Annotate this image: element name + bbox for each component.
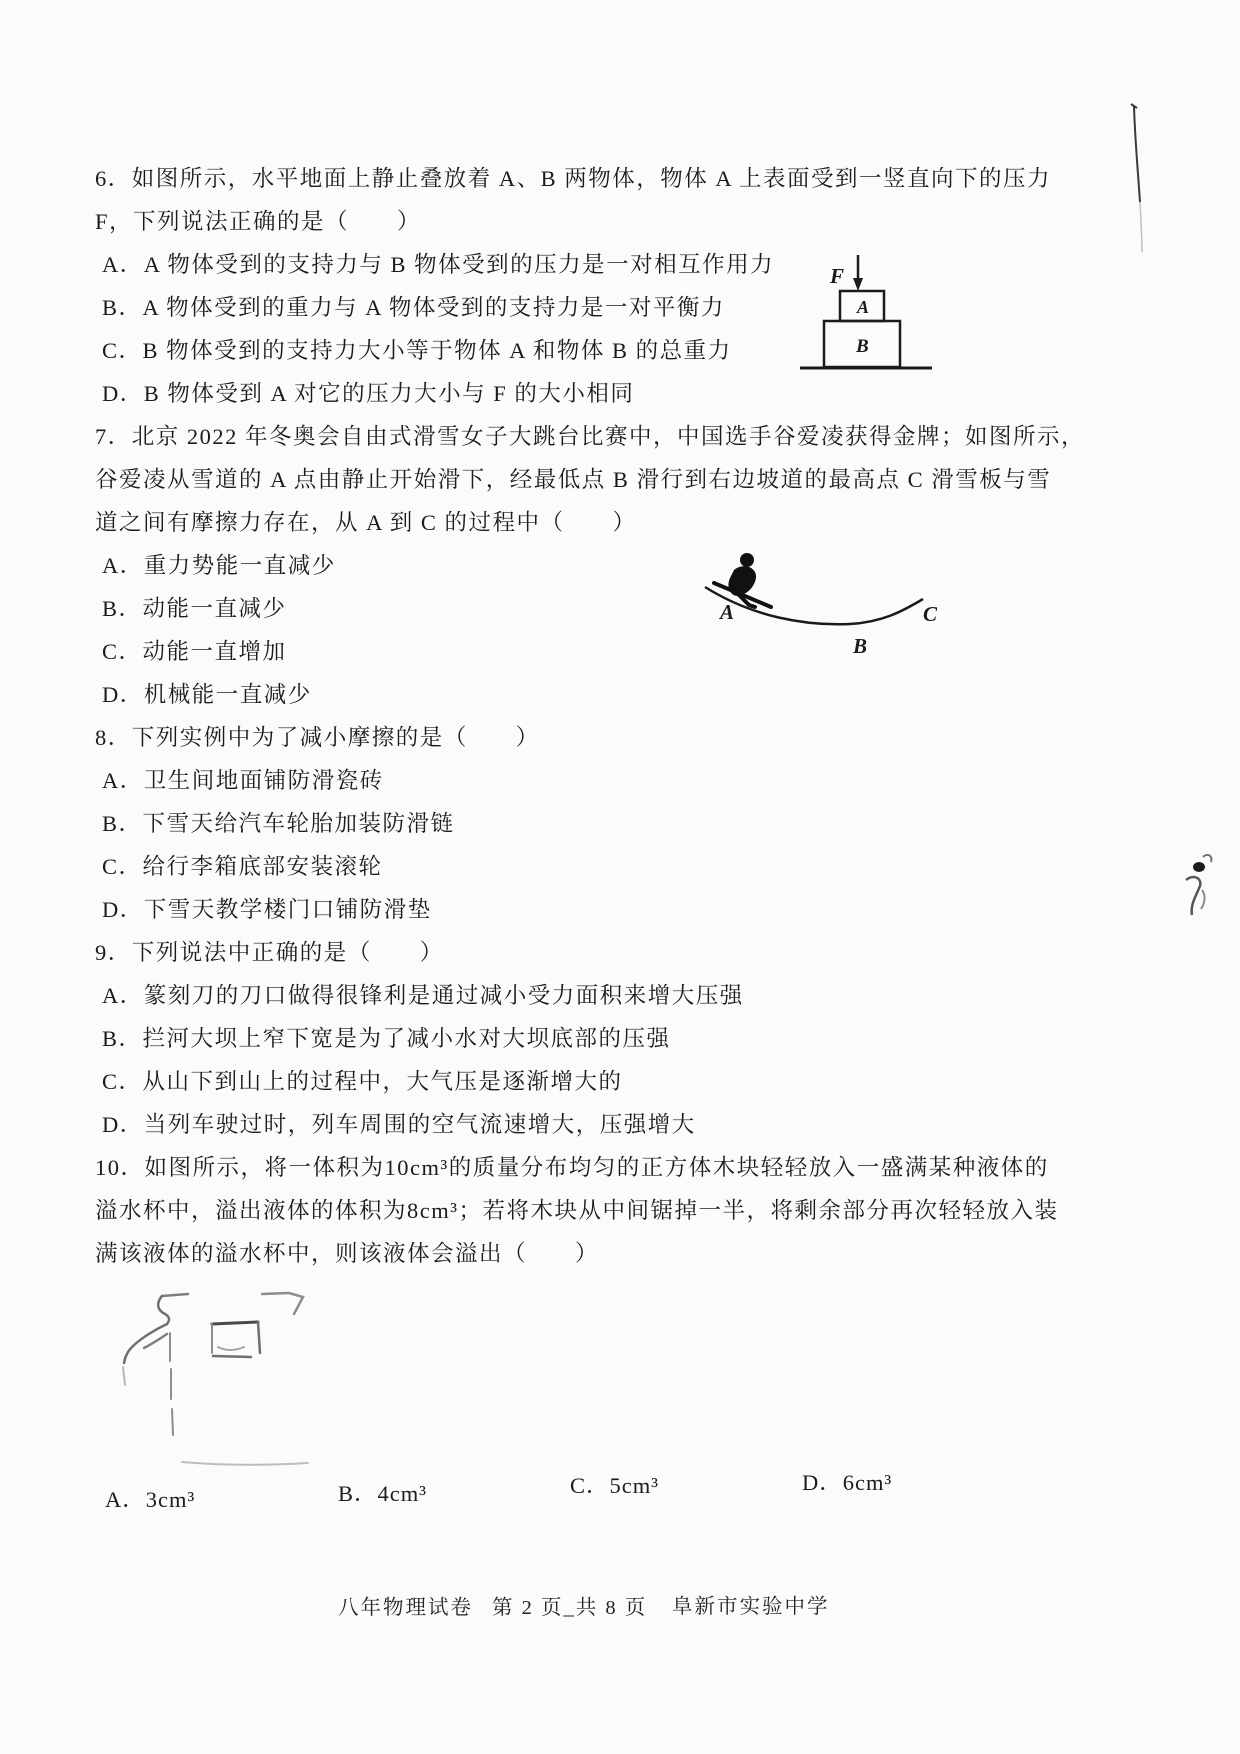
q9-option-d: D．当列车驶过时，列车周围的空气流速增大，压强增大: [102, 1112, 696, 1137]
q6-stem-line: F，下列说法正确的是（ ）: [95, 209, 422, 234]
scan-artifact-smudge: [1172, 845, 1240, 923]
cup-rim-right: [262, 1293, 303, 1314]
q10-stem-line: 溢水杯中，溢出液体的体积为8cm³；若将木块从中间锯掉一半，将剩余部分再次轻轻放入装: [95, 1198, 1059, 1223]
q8-stem-line: 8．下列实例中为了减小摩擦的是（ ）: [95, 725, 540, 750]
point-c-label: C: [923, 602, 938, 626]
q8-option-b: B．下雪天给汽车轮胎加装防滑链: [102, 811, 455, 836]
cup-neck: [158, 1296, 169, 1324]
floating-block-bottom: [213, 1356, 251, 1357]
block-a-label: A: [857, 297, 870, 317]
footer-exam-title: 八年物理试卷: [338, 1597, 473, 1619]
scan-artifact-line: [1125, 100, 1151, 260]
q7-option-d: D．机械能一直减少: [102, 682, 312, 707]
q6-stacked-blocks-figure: [800, 250, 940, 380]
skier-icon: [714, 553, 771, 607]
q10-overflow-cup-figure: [110, 1285, 325, 1475]
q8-option-c: C．给行李箱底部安装滚轮: [102, 854, 383, 879]
q6-stem-line: 6．如图所示，水平地面上静止叠放着 A、B 两物体，物体 A 上表面受到一竖直向下的压力: [95, 166, 1052, 191]
q7-stem-line: 谷爱凌从雪道的 A 点由静止开始滑下，经最低点 B 滑行到右边坡道的最高点 C 滑雪板与雪: [95, 467, 1052, 492]
q10-option-b: B．4cm³: [338, 1481, 427, 1506]
q7-stem-line: 7．北京 2022 年冬奥会自由式滑雪女子大跳台比赛中，中国选手谷爱凌获得金牌；如图所示，: [95, 424, 1086, 449]
q9-option-c: C．从山下到山上的过程中，大气压是逐渐增大的: [102, 1069, 623, 1094]
q10-stem-line: 10．如图所示，将一体积为10cm³的质量分布均匀的正方体木块轻轻放入一盛满某种液体的: [95, 1155, 1049, 1180]
q9-option-a: A．篆刻刀的刀口做得很锋利是通过减小受力面积来增大压强: [102, 983, 744, 1008]
q6-option-b: B．A 物体受到的重力与 A 物体受到的支持力是一对平衡力: [102, 295, 725, 320]
q9-option-b: B．拦河大坝上窄下宽是为了减小水对大坝底部的压强: [102, 1026, 671, 1051]
cup-bottom: [182, 1462, 308, 1465]
q7-ski-slope-figure: [635, 543, 970, 673]
footer-school-name: 阜新市实验中学: [672, 1596, 830, 1618]
q7-option-b: B．动能一直减少: [102, 596, 287, 621]
q10-option-c: C．5cm³: [570, 1473, 659, 1498]
floating-block-top: [212, 1322, 258, 1324]
q7-stem-line: 道之间有摩擦力存在，从 A 到 C 的过程中（ ）: [95, 510, 637, 535]
point-a-label: A: [720, 600, 735, 624]
q7-option-c: C．动能一直增加: [102, 639, 287, 664]
cup-rim: [162, 1294, 188, 1296]
q6-option-c: C．B 物体受到的支持力大小等于物体 A 和物体 B 的总重力: [102, 338, 732, 363]
force-arrow-icon: [853, 255, 863, 291]
q10-stem-line: 满该液体的溢水杯中，则该液体会溢出（ ）: [95, 1241, 600, 1266]
q10-option-d: D．6cm³: [802, 1470, 893, 1495]
q10-option-a: A．3cm³: [105, 1487, 196, 1512]
point-b-label: B: [853, 634, 868, 658]
floating-block-right: [258, 1322, 260, 1353]
q7-option-a: A．重力势能一直减少: [102, 553, 336, 578]
q6-option-d: D．B 物体受到 A 对它的压力大小与 F 的大小相同: [102, 381, 635, 406]
cup-spout-outer: [124, 1324, 167, 1363]
q6-option-a: A．A 物体受到的支持力与 B 物体受到的压力是一对相互作用力: [102, 252, 775, 277]
cup-left-wall: [170, 1333, 173, 1435]
force-label: F: [830, 264, 845, 288]
footer-page-indicator: 第 2 页_共 8 页: [492, 1597, 648, 1619]
water-line: [218, 1347, 244, 1350]
q9-stem-line: 9．下列说法中正确的是（ ）: [95, 940, 444, 965]
block-b-label: B: [856, 336, 869, 357]
q8-option-a: A．卫生间地面铺防滑瓷砖: [102, 768, 384, 793]
question-list: [95, 157, 1165, 1275]
cup-left-lower: [123, 1367, 125, 1385]
q8-option-d: D．下雪天教学楼门口铺防滑垫: [102, 897, 432, 922]
